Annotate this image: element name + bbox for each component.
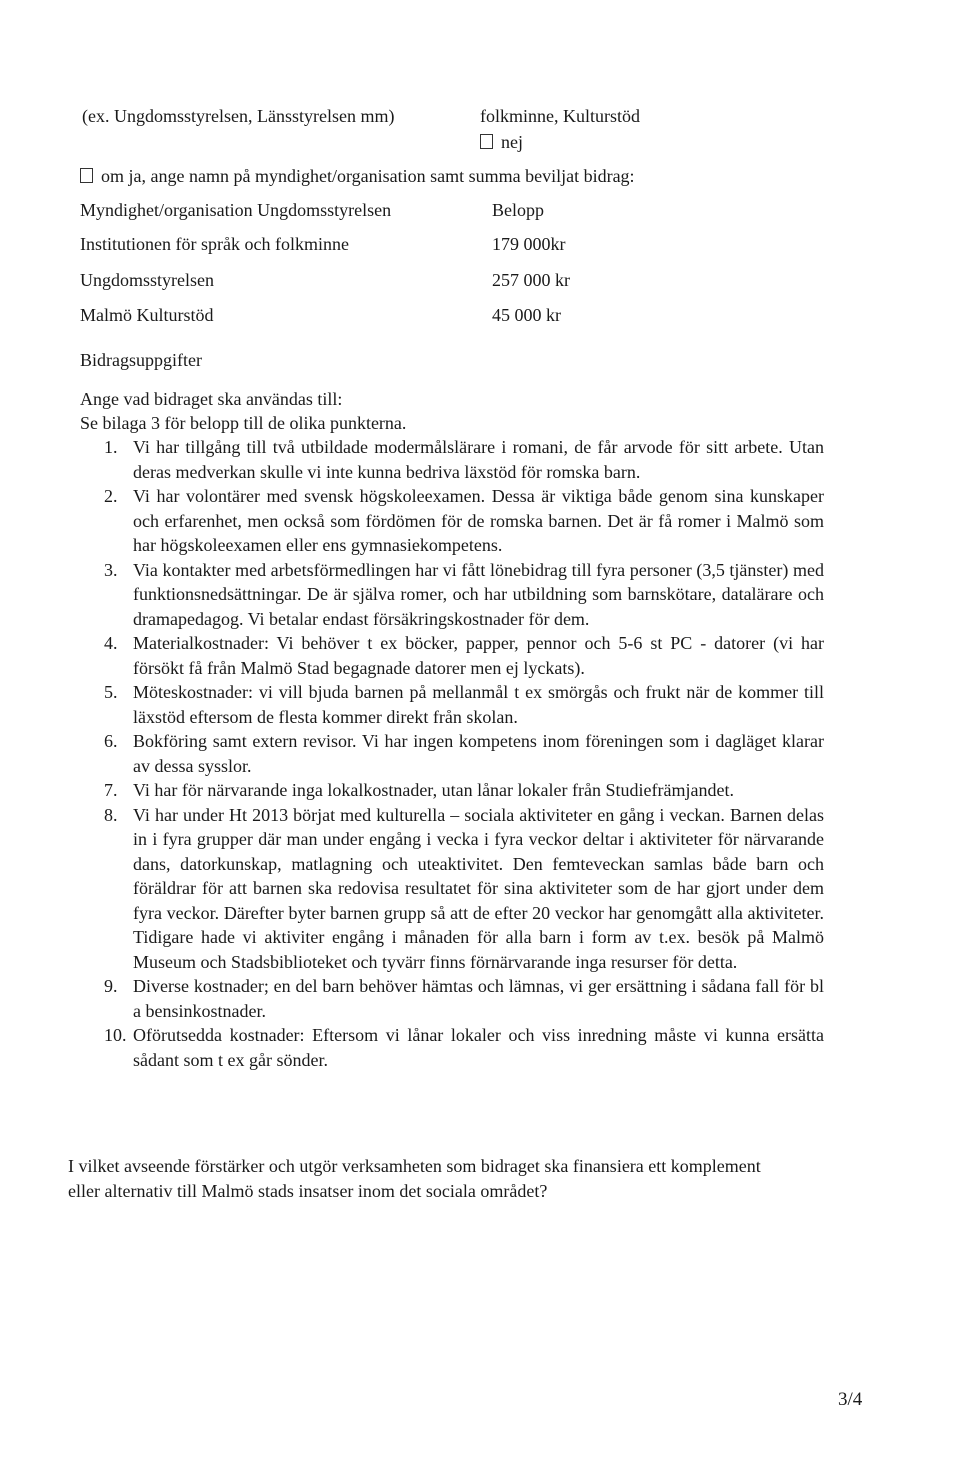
item-number: 6. bbox=[104, 731, 118, 751]
item-text: Möteskostnader: vi vill bjuda barnen på mellanmål t ex smörgås och frukt när de kommer till läxstöd eftersom de flesta kommer direkt från skolan. bbox=[133, 682, 824, 727]
grant-row-org: Malmö Kulturstöd bbox=[80, 305, 214, 325]
list-item bbox=[104, 435, 824, 484]
item-text: Bokföring samt extern revisor. Vi har ingen kompetens inom föreningen som i dagläget klarar av dessa sysslor. bbox=[133, 731, 824, 776]
grant-row-amount: 45 000 kr bbox=[492, 305, 561, 325]
no-option-label: nej bbox=[501, 132, 523, 152]
grants-header-amount: Belopp bbox=[492, 200, 544, 220]
item-number: 1. bbox=[104, 437, 118, 457]
item-text: Oförutsedda kostnader: Eftersom vi lånar lokaler och viss inredning måste vi kunna ersätta sådant som t ex går sönder. bbox=[133, 1025, 824, 1070]
final-question: I vilket avseende förstärker och utgör verksamheten som bidraget ska finansiera ett komplement eller alternativ till Malmö stads insatser inom det sociala området? bbox=[68, 1156, 761, 1201]
page-number: 3/4 bbox=[838, 1389, 863, 1410]
usage-list bbox=[104, 435, 824, 1072]
list-item bbox=[104, 1023, 824, 1072]
no-option[interactable] bbox=[480, 130, 523, 155]
item-number: 8. bbox=[104, 804, 118, 825]
item-number: 5. bbox=[104, 682, 118, 702]
list-item bbox=[104, 729, 824, 778]
header-right-fragment: folkminne, Kulturstöd bbox=[480, 106, 640, 126]
reference-note: Se bilaga 3 för belopp till de olika punkterna. bbox=[80, 413, 407, 433]
grant-row-amount: 179 000kr bbox=[492, 234, 566, 254]
list-item bbox=[104, 631, 824, 680]
item-number: 7. bbox=[104, 780, 118, 800]
item-text: Vi har för närvarande inga lokalkostnader, utan lånar lokaler från Studiefrämjandet. bbox=[133, 780, 734, 800]
item-number: 10. bbox=[104, 1025, 127, 1045]
list-item bbox=[104, 680, 824, 729]
list-item bbox=[104, 484, 824, 558]
header-left-fragment: (ex. Ungdomsstyrelsen, Länsstyrelsen mm) bbox=[82, 106, 395, 126]
item-number: 3. bbox=[104, 559, 118, 580]
yes-option[interactable] bbox=[80, 164, 635, 189]
list-item bbox=[104, 974, 824, 1023]
grant-row-amount: 257 000 kr bbox=[492, 270, 570, 290]
section-title: Bidragsuppgifter bbox=[80, 350, 202, 370]
grant-row-org: Ungdomsstyrelsen bbox=[80, 270, 214, 290]
yes-checkbox[interactable] bbox=[80, 168, 93, 183]
item-text: Vi har volontärer med svensk högskoleexamen. Dessa är viktiga både genom sina kunskaper och erfarenhet, men också som fördömen för de romska barnen. Det är få romer i Malmö som har högskoleexamen eller ens gymnasiekompetens. bbox=[133, 486, 824, 555]
no-checkbox[interactable] bbox=[480, 134, 493, 149]
item-text: Vi har under Ht 2013 börjat med kulturella – sociala aktiviteter en gång i veckan. Barnen delas in i fyra grupper där man under engång i vecka i fyra veckor deltar i aktiviteter för närvarande dans, datorkunskap, matlagning och uteaktivitet. Den femteveckan samlas både barn och föräldrar för att barnen ska redovisa resultatet för sina aktiviteter som de har gjort under dem fyra veckor. Därefter byter barnen grupp så att de efter 20 veckor har genomgått alla aktiviteter. Tidigare hade vi aktiviter engång i månaden för alla barn i form av t.ex. besök på Malmö Museum och Stadsbiblioteket och tyvärr finns förnärvarande inga resurser för detta. bbox=[133, 804, 824, 972]
list-item bbox=[104, 778, 824, 803]
item-number: 4. bbox=[104, 633, 118, 653]
grant-row-org: Institutionen för språk och folkminne bbox=[80, 234, 349, 254]
item-number: 9. bbox=[104, 976, 118, 996]
item-text: Vi har tillgång till två utbildade modermålslärare i romani, de får arvode för sitt arbete. Utan deras medverkan skulle vi inte kunna bedriva läxstöd för romska barn. bbox=[133, 437, 824, 482]
item-text: Materialkostnader: Vi behöver t ex böcker, papper, pennor och 5-6 st PC - datorer (vi har försökt få från Malmö Stad begagnade datorer men ej lyckats). bbox=[133, 633, 824, 678]
item-text: Diverse kostnader; en del barn behöver hämtas och lämnas, vi ger ersättning i sådana fall för bl a bensinkostnader. bbox=[133, 976, 824, 1021]
yes-option-label: om ja, ange namn på myndighet/organisation samt summa beviljat bidrag: bbox=[101, 166, 635, 186]
item-text: Via kontakter med arbetsförmedlingen har vi fått lönebidrag till fyra personer (3,5 tjänster) med funktionsnedsättningar. De är själva romer, och har utbildning som barnskötare, datalärare och dramapedagog. Vi betalar endast försäkringskostnader för dem. bbox=[133, 559, 824, 629]
list-item bbox=[104, 558, 824, 632]
usage-question: Ange vad bidraget ska användas till: bbox=[80, 389, 343, 409]
item-number: 2. bbox=[104, 486, 118, 506]
grants-header-org: Myndighet/organisation Ungdomsstyrelsen bbox=[80, 200, 392, 220]
list-item bbox=[104, 803, 824, 975]
